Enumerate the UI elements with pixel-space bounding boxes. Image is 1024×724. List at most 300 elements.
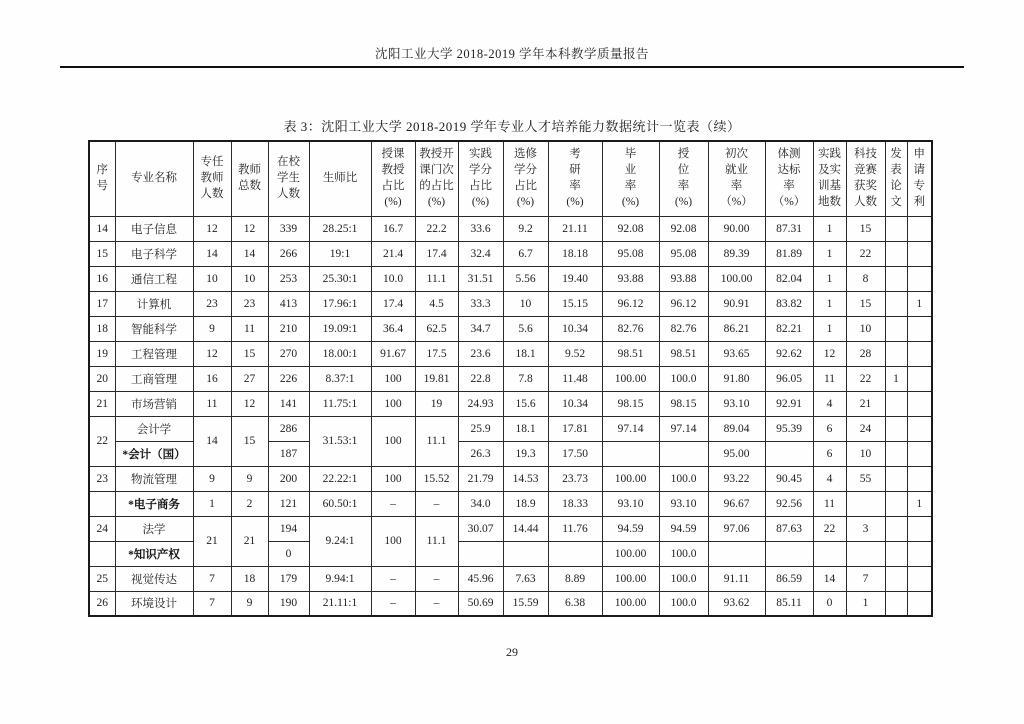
cell-jidi: 4: [813, 391, 846, 416]
cell-ticedabiao: 83.82: [765, 291, 813, 316]
table-row: [89, 266, 932, 291]
cell-jingsai: 7: [846, 566, 885, 591]
cell-xuanxiu: 18.9: [503, 491, 548, 516]
cell-xuhao: 21: [89, 391, 115, 416]
cell-ticedabiao: 82.21: [765, 316, 813, 341]
cell-shouke: 100: [371, 391, 415, 416]
cell-xuhao: [89, 491, 115, 516]
cell-jiuye: 86.21: [708, 316, 765, 341]
cell-biye: 94.59: [602, 516, 659, 541]
cell-kaike: 11.1: [415, 516, 458, 566]
cell-jingsai: 55: [846, 466, 885, 491]
table-row: [89, 316, 932, 341]
cell-lunwen: [885, 416, 907, 441]
cell-zhuanye: 物流管理: [115, 466, 193, 491]
cell-biye: 100.00: [602, 366, 659, 391]
cell-shouke: 100: [371, 366, 415, 391]
cell-jiuye: 90.91: [708, 291, 765, 316]
cell-jiuye: 91.80: [708, 366, 765, 391]
table-row: [89, 416, 932, 441]
cell-shouke: 17.4: [371, 291, 415, 316]
cell-zhuanli: [907, 241, 932, 266]
cell-jidi: 1: [813, 266, 846, 291]
cell-jiaoshi: 15: [231, 341, 268, 366]
table-row: [89, 466, 932, 491]
cell-xuhao: 25: [89, 566, 115, 591]
cell-xuhao: 17: [89, 291, 115, 316]
cell-shengshibi: 19.09:1: [309, 316, 371, 341]
cell-zhuanye: 电子信息: [115, 216, 193, 241]
cell-biye: 95.08: [602, 241, 659, 266]
cell-jidi: 4: [813, 466, 846, 491]
cell-xuanxiu: 14.53: [503, 466, 548, 491]
cell-biye: 96.12: [602, 291, 659, 316]
cell-zhuanren: 10: [193, 266, 231, 291]
cell-biye: 82.76: [602, 316, 659, 341]
cell-biye: 98.51: [602, 341, 659, 366]
cell-zhuanren: 9: [193, 316, 231, 341]
cell-lunwen: [885, 291, 907, 316]
cell-jiuye: 89.04: [708, 416, 765, 441]
cell-kaike: 22.2: [415, 216, 458, 241]
cell-lunwen: [885, 391, 907, 416]
cell-ticedabiao: 92.62: [765, 341, 813, 366]
cell-kaike: 17.4: [415, 241, 458, 266]
cell-shouwei: 100.0: [659, 366, 708, 391]
cell-jidi: 1: [813, 216, 846, 241]
cell-shouwei: 100.0: [659, 566, 708, 591]
cell-jiuye: 89.39: [708, 241, 765, 266]
cell-zhuanye: 智能科学: [115, 316, 193, 341]
cell-xuhao: 18: [89, 316, 115, 341]
cell-shouwei: 100.0: [659, 466, 708, 491]
cell-lunwen: [885, 491, 907, 516]
cell-shijian: 31.51: [458, 266, 503, 291]
cell-kaoyan: 17.81: [548, 416, 602, 441]
column-header-kaike: 教授开 课门次 的占比 (%): [415, 141, 458, 216]
cell-shouwei: 93.88: [659, 266, 708, 291]
cell-shouke: 100: [371, 516, 415, 566]
cell-jingsai: 28: [846, 341, 885, 366]
cell-zhuanye: 工商管理: [115, 366, 193, 391]
cell-zhuanli: 1: [907, 291, 932, 316]
table-row: [89, 391, 932, 416]
cell-zaixiao: 270: [268, 341, 309, 366]
cell-jiaoshi: 23: [231, 291, 268, 316]
cell-lunwen: [885, 266, 907, 291]
cell-lunwen: [885, 541, 907, 566]
cell-xuhao: [89, 541, 115, 566]
cell-zhuanli: [907, 416, 932, 441]
cell-zaixiao: 266: [268, 241, 309, 266]
cell-zhuanli: [907, 366, 932, 391]
cell-shijian: 30.07: [458, 516, 503, 541]
cell-jidi: 0: [813, 591, 846, 616]
cell-xuanxiu: 6.7: [503, 241, 548, 266]
cell-jingsai: 22: [846, 366, 885, 391]
column-header-xuhao: 序 号: [89, 141, 115, 216]
cell-jidi: 14: [813, 566, 846, 591]
cell-jidi: 6: [813, 416, 846, 441]
cell-jingsai: 3: [846, 516, 885, 541]
cell-jiuye: [708, 541, 765, 566]
cell-xuanxiu: 18.1: [503, 416, 548, 441]
column-header-jidi: 实践 及实 训基 地数: [813, 141, 846, 216]
cell-shengshibi: 21.11:1: [309, 591, 371, 616]
cell-shengshibi: 19:1: [309, 241, 371, 266]
cell-zaixiao: 194: [268, 516, 309, 541]
cell-zhuanren: 7: [193, 566, 231, 591]
cell-ticedabiao: [765, 541, 813, 566]
cell-jingsai: [846, 491, 885, 516]
cell-lunwen: [885, 216, 907, 241]
cell-shengshibi: 9.94:1: [309, 566, 371, 591]
cell-shouwei: 97.14: [659, 416, 708, 441]
cell-kaike: –: [415, 591, 458, 616]
cell-shijian: 33.3: [458, 291, 503, 316]
cell-shengshibi: 18.00:1: [309, 341, 371, 366]
cell-zaixiao: 286: [268, 416, 309, 441]
column-header-lunwen: 发 表 论 文: [885, 141, 907, 216]
cell-shengshibi: 8.37:1: [309, 366, 371, 391]
cell-xuhao: 24: [89, 516, 115, 541]
cell-shijian: 22.8: [458, 366, 503, 391]
cell-jingsai: 15: [846, 291, 885, 316]
cell-zhuanye: *知识产权: [115, 541, 193, 566]
cell-jidi: 22: [813, 516, 846, 541]
cell-jingsai: 8: [846, 266, 885, 291]
cell-zhuanye: 法学: [115, 516, 193, 541]
cell-xuanxiu: 10: [503, 291, 548, 316]
table-row: [89, 516, 932, 541]
cell-kaike: 19.81: [415, 366, 458, 391]
cell-shengshibi: 28.25:1: [309, 216, 371, 241]
cell-jiuye: 90.00: [708, 216, 765, 241]
cell-shengshibi: 9.24:1: [309, 516, 371, 566]
column-header-zhuanli: 申 请 专 利: [907, 141, 932, 216]
cell-zhuanli: 1: [907, 491, 932, 516]
cell-kaoyan: 17.50: [548, 441, 602, 466]
cell-jiuye: 91.11: [708, 566, 765, 591]
cell-kaoyan: 11.48: [548, 366, 602, 391]
cell-lunwen: [885, 316, 907, 341]
cell-zhuanye: 环境设计: [115, 591, 193, 616]
table-header-row: [89, 141, 932, 216]
table-row: [89, 366, 932, 391]
cell-biye: 100.00: [602, 541, 659, 566]
cell-jiaoshi: 12: [231, 216, 268, 241]
cell-kaoyan: 21.11: [548, 216, 602, 241]
cell-zaixiao: 190: [268, 591, 309, 616]
cell-xuanxiu: 9.2: [503, 216, 548, 241]
cell-zhuanren: 16: [193, 366, 231, 391]
cell-zhuanren: 21: [193, 516, 231, 566]
cell-jiaoshi: 12: [231, 391, 268, 416]
cell-zaixiao: 253: [268, 266, 309, 291]
cell-shouwei: 100.0: [659, 591, 708, 616]
cell-jingsai: 1: [846, 591, 885, 616]
cell-ticedabiao: [765, 441, 813, 466]
cell-kaike: 62.5: [415, 316, 458, 341]
cell-zaixiao: 413: [268, 291, 309, 316]
cell-zaixiao: 210: [268, 316, 309, 341]
cell-ticedabiao: 96.05: [765, 366, 813, 391]
column-header-kaoyan: 考 研 率 (%): [548, 141, 602, 216]
cell-jiaoshi: 11: [231, 316, 268, 341]
cell-shijian: 26.3: [458, 441, 503, 466]
cell-kaike: –: [415, 566, 458, 591]
cell-zhuanren: 1: [193, 491, 231, 516]
cell-kaoyan: 6.38: [548, 591, 602, 616]
cell-kaoyan: 10.34: [548, 391, 602, 416]
table-row: [89, 491, 932, 516]
cell-zhuanli: [907, 316, 932, 341]
cell-kaike: 4.5: [415, 291, 458, 316]
cell-biye: 98.15: [602, 391, 659, 416]
cell-shijian: [458, 541, 503, 566]
cell-zhuanren: 7: [193, 591, 231, 616]
cell-zaixiao: 226: [268, 366, 309, 391]
cell-shijian: 34.0: [458, 491, 503, 516]
cell-zhuanye: *会计（国）: [115, 441, 193, 466]
cell-shouwei: 82.76: [659, 316, 708, 341]
cell-shijian: 21.79: [458, 466, 503, 491]
column-header-biye: 毕 业 率 (%): [602, 141, 659, 216]
cell-kaike: 11.1: [415, 416, 458, 466]
cell-kaoyan: 18.18: [548, 241, 602, 266]
column-header-shengshibi: 生师比: [309, 141, 371, 216]
cell-ticedabiao: 95.39: [765, 416, 813, 441]
cell-shijian: 25.9: [458, 416, 503, 441]
cell-shijian: 45.96: [458, 566, 503, 591]
cell-zhuanli: [907, 391, 932, 416]
page-number: 29: [506, 645, 518, 659]
cell-jiaoshi: 9: [231, 591, 268, 616]
cell-shouwei: 98.15: [659, 391, 708, 416]
cell-shouwei: 100.0: [659, 541, 708, 566]
cell-shouke: 100: [371, 466, 415, 491]
table-row: [89, 291, 932, 316]
cell-shouke: –: [371, 591, 415, 616]
cell-jidi: 1: [813, 241, 846, 266]
cell-jingsai: 21: [846, 391, 885, 416]
cell-shouwei: 94.59: [659, 516, 708, 541]
cell-shouke: 36.4: [371, 316, 415, 341]
cell-jidi: [813, 541, 846, 566]
cell-jiuye: 93.10: [708, 391, 765, 416]
cell-ticedabiao: 81.89: [765, 241, 813, 266]
cell-biye: 93.10: [602, 491, 659, 516]
table-row: [89, 566, 932, 591]
cell-kaoyan: 9.52: [548, 341, 602, 366]
cell-shijian: 34.7: [458, 316, 503, 341]
column-header-xuanxiu: 选修 学分 占比 (%): [503, 141, 548, 216]
cell-kaoyan: [548, 541, 602, 566]
cell-lunwen: [885, 341, 907, 366]
cell-xuhao: 22: [89, 416, 115, 466]
table-row: [89, 591, 932, 616]
cell-zaixiao: 179: [268, 566, 309, 591]
cell-xuanxiu: 7.63: [503, 566, 548, 591]
cell-ticedabiao: 92.91: [765, 391, 813, 416]
cell-biye: 92.08: [602, 216, 659, 241]
cell-zhuanli: [907, 591, 932, 616]
cell-kaoyan: 11.76: [548, 516, 602, 541]
cell-zhuanren: 14: [193, 241, 231, 266]
cell-biye: 93.88: [602, 266, 659, 291]
cell-zhuanli: [907, 341, 932, 366]
cell-shijian: 24.93: [458, 391, 503, 416]
column-header-zhuanye: 专业名称: [115, 141, 193, 216]
cell-shouwei: [659, 441, 708, 466]
column-header-zhuanren: 专任 教师 人数: [193, 141, 231, 216]
cell-shouke: 16.7: [371, 216, 415, 241]
cell-kaoyan: 10.34: [548, 316, 602, 341]
running-header-rule: [60, 66, 964, 68]
cell-zhuanli: [907, 466, 932, 491]
cell-shouwei: 98.51: [659, 341, 708, 366]
cell-xuhao: 14: [89, 216, 115, 241]
cell-zhuanye: 工程管理: [115, 341, 193, 366]
running-header-title: 沈阳工业大学 2018-2019 学年本科教学质量报告: [375, 47, 649, 61]
cell-zhuanye: 市场营销: [115, 391, 193, 416]
cell-jidi: 11: [813, 491, 846, 516]
cell-xuanxiu: 18.1: [503, 341, 548, 366]
cell-lunwen: [885, 466, 907, 491]
cell-shouwei: 95.08: [659, 241, 708, 266]
cell-shijian: 32.4: [458, 241, 503, 266]
column-header-shouke: 授课 教授 占比 (%): [371, 141, 415, 216]
cell-lunwen: [885, 441, 907, 466]
cell-shengshibi: 22.22:1: [309, 466, 371, 491]
cell-kaike: 17.5: [415, 341, 458, 366]
cell-kaike: 11.1: [415, 266, 458, 291]
cell-shijian: 50.69: [458, 591, 503, 616]
cell-jingsai: 24: [846, 416, 885, 441]
cell-shijian: 33.6: [458, 216, 503, 241]
column-header-ticedabiao: 体测 达标 率 （%）: [765, 141, 813, 216]
column-header-shouwei: 授 位 率 (%): [659, 141, 708, 216]
cell-zhuanren: 14: [193, 416, 231, 466]
cell-zhuanren: 12: [193, 216, 231, 241]
cell-xuanxiu: 7.8: [503, 366, 548, 391]
cell-kaike: 19: [415, 391, 458, 416]
cell-ticedabiao: 85.11: [765, 591, 813, 616]
cell-kaoyan: 15.15: [548, 291, 602, 316]
cell-xuhao: 26: [89, 591, 115, 616]
table-row: [89, 241, 932, 266]
cell-xuhao: 20: [89, 366, 115, 391]
cell-zhuanren: 11: [193, 391, 231, 416]
cell-shouke: 91.67: [371, 341, 415, 366]
cell-zhuanye: 会计学: [115, 416, 193, 441]
cell-xuanxiu: 15.59: [503, 591, 548, 616]
cell-biye: 100.00: [602, 566, 659, 591]
cell-jiuye: 100.00: [708, 266, 765, 291]
cell-jiaoshi: 10: [231, 266, 268, 291]
table-row: [89, 341, 932, 366]
cell-zaixiao: 141: [268, 391, 309, 416]
cell-biye: 97.14: [602, 416, 659, 441]
cell-jingsai: 10: [846, 441, 885, 466]
cell-jidi: 6: [813, 441, 846, 466]
cell-zaixiao: 339: [268, 216, 309, 241]
table-body: [89, 216, 932, 616]
cell-shouke: 21.4: [371, 241, 415, 266]
cell-jiuye: 93.65: [708, 341, 765, 366]
cell-jiaoshi: 21: [231, 516, 268, 566]
cell-xuanxiu: 5.6: [503, 316, 548, 341]
cell-ticedabiao: 87.63: [765, 516, 813, 541]
cell-shengshibi: 11.75:1: [309, 391, 371, 416]
cell-zhuanye: *电子商务: [115, 491, 193, 516]
cell-ticedabiao: 86.59: [765, 566, 813, 591]
cell-lunwen: [885, 591, 907, 616]
cell-jiuye: 97.06: [708, 516, 765, 541]
cell-jidi: 1: [813, 316, 846, 341]
column-header-jiuye: 初次 就业 率 （%）: [708, 141, 765, 216]
cell-shouke: –: [371, 491, 415, 516]
cell-shouke: –: [371, 566, 415, 591]
cell-zaixiao: 200: [268, 466, 309, 491]
cell-jiuye: 96.67: [708, 491, 765, 516]
cell-shengshibi: 17.96:1: [309, 291, 371, 316]
cell-kaoyan: 8.89: [548, 566, 602, 591]
cell-zhuanli: [907, 566, 932, 591]
cell-shengshibi: 25.30:1: [309, 266, 371, 291]
cell-jiaoshi: 9: [231, 466, 268, 491]
cell-jingsai: 10: [846, 316, 885, 341]
cell-zhuanye: 视觉传达: [115, 566, 193, 591]
cell-zhuanye: 电子科学: [115, 241, 193, 266]
cell-zhuanli: [907, 541, 932, 566]
cell-kaike: 15.52: [415, 466, 458, 491]
cell-zaixiao: 187: [268, 441, 309, 466]
cell-shouwei: 92.08: [659, 216, 708, 241]
cell-kaike: –: [415, 491, 458, 516]
column-header-jiaoshi: 教师 总数: [231, 141, 268, 216]
cell-xuanxiu: 15.6: [503, 391, 548, 416]
cell-shouwei: 93.10: [659, 491, 708, 516]
cell-shengshibi: 31.53:1: [309, 416, 371, 466]
table-title: 表 3：沈阳工业大学 2018-2019 学年专业人才培养能力数据统计一览表（续）: [283, 119, 741, 134]
cell-biye: 100.00: [602, 466, 659, 491]
cell-jidi: 12: [813, 341, 846, 366]
cell-ticedabiao: 82.04: [765, 266, 813, 291]
cell-zhuanye: 计算机: [115, 291, 193, 316]
cell-shouwei: 96.12: [659, 291, 708, 316]
cell-xuanxiu: [503, 541, 548, 566]
cell-shouke: 100: [371, 416, 415, 466]
cell-ticedabiao: 90.45: [765, 466, 813, 491]
cell-jiuye: 95.00: [708, 441, 765, 466]
cell-zhuanren: 12: [193, 341, 231, 366]
cell-xuanxiu: 5.56: [503, 266, 548, 291]
cell-zhuanli: [907, 516, 932, 541]
cell-jiaoshi: 15: [231, 416, 268, 466]
cell-jiuye: 93.62: [708, 591, 765, 616]
cell-xuhao: 19: [89, 341, 115, 366]
cell-zhuanli: [907, 216, 932, 241]
cell-ticedabiao: 87.31: [765, 216, 813, 241]
cell-jingsai: 15: [846, 216, 885, 241]
cell-shouke: 10.0: [371, 266, 415, 291]
cell-biye: [602, 441, 659, 466]
cell-jiuye: 93.22: [708, 466, 765, 491]
cell-shengshibi: 60.50:1: [309, 491, 371, 516]
cell-zhuanli: [907, 441, 932, 466]
column-header-jingsai: 科技 竞赛 获奖 人数: [846, 141, 885, 216]
